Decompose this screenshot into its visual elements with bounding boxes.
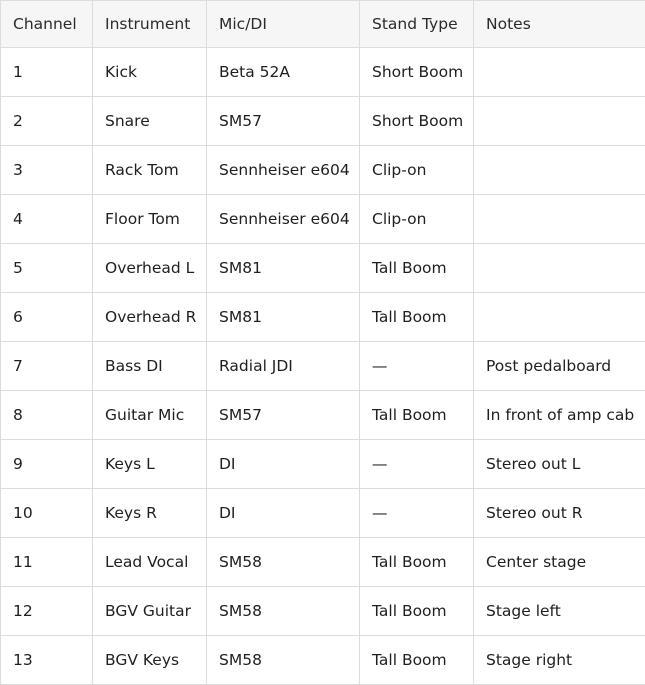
notes-cell	[474, 48, 645, 97]
notes-cell: Post pedalboard	[474, 342, 645, 391]
table-row	[1, 48, 645, 97]
header-mic-di: Mic/DI	[207, 1, 360, 48]
instrument-cell: Floor Tom	[93, 195, 207, 244]
table-header-row	[1, 1, 645, 48]
instrument-cell: Keys L	[93, 440, 207, 489]
mic-di-cell: SM81	[207, 244, 360, 293]
instrument-cell: Guitar Mic	[93, 391, 207, 440]
stand-type-cell: Tall Boom	[360, 244, 474, 293]
table-row	[1, 440, 645, 489]
channel-cell: 11	[1, 538, 93, 587]
table-row	[1, 391, 645, 440]
instrument-cell: Overhead R	[93, 293, 207, 342]
mic-di-cell: Sennheiser e604	[207, 146, 360, 195]
stand-type-cell: Tall Boom	[360, 293, 474, 342]
stand-type-cell: Clip-on	[360, 195, 474, 244]
channel-cell: 8	[1, 391, 93, 440]
stand-type-cell: —	[360, 440, 474, 489]
table-row	[1, 293, 645, 342]
channel-cell: 1	[1, 48, 93, 97]
mic-di-cell: SM58	[207, 538, 360, 587]
channel-cell: 9	[1, 440, 93, 489]
header-instrument: Instrument	[93, 1, 207, 48]
instrument-cell: Overhead L	[93, 244, 207, 293]
mic-di-cell: DI	[207, 489, 360, 538]
header-notes: Notes	[474, 1, 645, 48]
notes-cell: Stereo out L	[474, 440, 645, 489]
stand-type-cell: Clip-on	[360, 146, 474, 195]
table-row	[1, 146, 645, 195]
mic-di-cell: Radial JDI	[207, 342, 360, 391]
notes-cell: Stereo out R	[474, 489, 645, 538]
notes-cell	[474, 293, 645, 342]
stand-type-cell: Short Boom	[360, 97, 474, 146]
channel-cell: 12	[1, 587, 93, 636]
channel-cell: 13	[1, 636, 93, 685]
mic-di-cell: SM57	[207, 97, 360, 146]
mic-di-cell: SM57	[207, 391, 360, 440]
channel-cell: 7	[1, 342, 93, 391]
notes-cell	[474, 244, 645, 293]
notes-cell	[474, 97, 645, 146]
stand-type-cell: —	[360, 489, 474, 538]
instrument-cell: BGV Keys	[93, 636, 207, 685]
mic-di-cell: Sennheiser e604	[207, 195, 360, 244]
channel-cell: 5	[1, 244, 93, 293]
notes-cell: Stage left	[474, 587, 645, 636]
table-row	[1, 636, 645, 685]
table-row	[1, 244, 645, 293]
channel-cell: 6	[1, 293, 93, 342]
channel-cell: 2	[1, 97, 93, 146]
table-row	[1, 195, 645, 244]
mic-di-cell: DI	[207, 440, 360, 489]
notes-cell: Center stage	[474, 538, 645, 587]
stand-type-cell: Tall Boom	[360, 587, 474, 636]
instrument-cell: Rack Tom	[93, 146, 207, 195]
stand-type-cell: Tall Boom	[360, 636, 474, 685]
stand-type-cell: Tall Boom	[360, 538, 474, 587]
table-row	[1, 587, 645, 636]
header-stand-type: Stand Type	[360, 1, 474, 48]
instrument-cell: Lead Vocal	[93, 538, 207, 587]
notes-cell: In front of amp cab	[474, 391, 645, 440]
table-row	[1, 538, 645, 587]
channel-cell: 3	[1, 146, 93, 195]
stand-type-cell: Short Boom	[360, 48, 474, 97]
instrument-cell: Bass DI	[93, 342, 207, 391]
table-row	[1, 97, 645, 146]
notes-cell: Stage right	[474, 636, 645, 685]
table-row	[1, 489, 645, 538]
mic-di-cell: SM58	[207, 587, 360, 636]
instrument-cell: Keys R	[93, 489, 207, 538]
channel-cell: 10	[1, 489, 93, 538]
mic-di-cell: Beta 52A	[207, 48, 360, 97]
instrument-cell: Kick	[93, 48, 207, 97]
channel-cell: 4	[1, 195, 93, 244]
stand-type-cell: Tall Boom	[360, 391, 474, 440]
header-channel: Channel	[1, 1, 93, 48]
mic-di-cell: SM81	[207, 293, 360, 342]
instrument-cell: Snare	[93, 97, 207, 146]
table-body	[1, 48, 645, 685]
instrument-cell: BGV Guitar	[93, 587, 207, 636]
stand-type-cell: —	[360, 342, 474, 391]
notes-cell	[474, 146, 645, 195]
mic-di-cell: SM58	[207, 636, 360, 685]
notes-cell	[474, 195, 645, 244]
table-row	[1, 342, 645, 391]
